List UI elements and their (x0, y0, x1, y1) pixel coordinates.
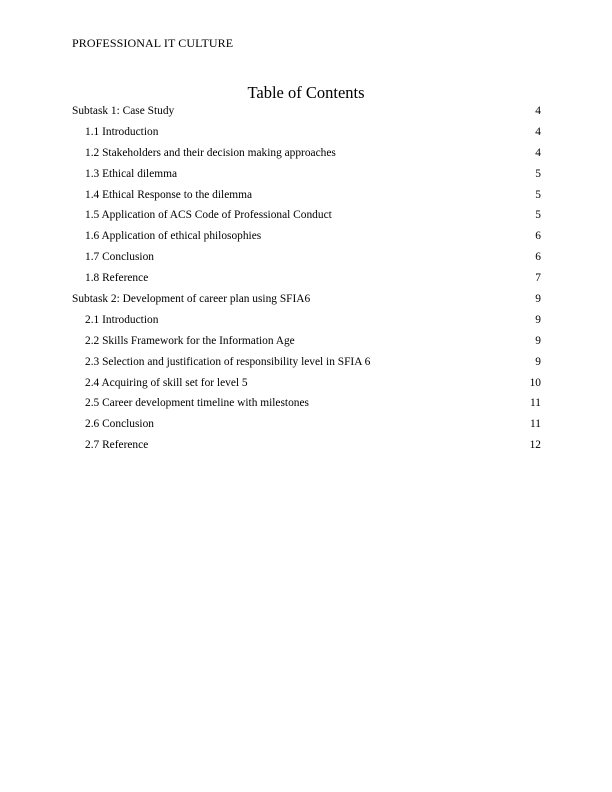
table-of-contents (72, 104, 541, 459)
toc-entry-page: 4 (535, 125, 541, 138)
toc-entry-label: 1.4 Ethical Response to the dilemma (85, 188, 253, 201)
toc-entry[interactable] (72, 104, 541, 125)
toc-entry[interactable] (72, 271, 541, 292)
toc-entry-label: Subtask 2: Development of career plan using SFIA6 (72, 293, 311, 306)
toc-entry-page: 4 (535, 146, 541, 159)
toc-entry-label: 2.3 Selection and justification of responsibility level in SFIA 6 (85, 355, 371, 368)
toc-entry-label: 2.2 Skills Framework for the Information Age (85, 334, 295, 347)
toc-entry-page: 9 (535, 355, 541, 368)
toc-entry[interactable] (72, 313, 541, 334)
toc-entry-label: 1.5 Application of ACS Code of Professional Conduct (85, 209, 332, 222)
toc-entry[interactable] (72, 396, 541, 417)
toc-entry-page: 9 (535, 313, 541, 326)
toc-entry-page: 7 (535, 272, 541, 285)
toc-entry[interactable] (72, 417, 541, 438)
toc-entry-page: 5 (535, 188, 541, 201)
toc-entry-label: 2.1 Introduction (85, 313, 159, 326)
toc-entry[interactable] (72, 438, 541, 459)
toc-entry[interactable] (72, 229, 541, 250)
toc-entry[interactable] (72, 208, 541, 229)
toc-entry-page: 9 (535, 334, 541, 347)
toc-entry[interactable] (72, 292, 541, 313)
toc-title: Table of Contents (247, 83, 365, 102)
toc-entry-label: Subtask 1: Case Study (72, 105, 175, 117)
toc-entry-label: 2.6 Conclusion (85, 418, 154, 431)
toc-entry-label: 1.8 Reference (85, 272, 149, 285)
toc-entry-page: 11 (530, 418, 541, 431)
toc-entry-page: 5 (535, 209, 541, 222)
toc-entry-label: 2.4 Acquiring of skill set for level 5 (85, 376, 248, 389)
toc-entry-label: 1.6 Application of ethical philosophies (85, 230, 262, 243)
toc-entry[interactable] (72, 376, 541, 397)
toc-entry-label: 1.1 Introduction (85, 125, 159, 138)
toc-entry-page: 6 (535, 251, 541, 264)
toc-entry-label: 2.5 Career development timeline with milestones (85, 397, 309, 410)
toc-entry-page: 5 (535, 167, 541, 180)
toc-entry[interactable] (72, 334, 541, 355)
toc-entry[interactable] (72, 355, 541, 376)
toc-entry-page: 10 (529, 376, 541, 389)
toc-entry[interactable] (72, 125, 541, 146)
toc-entry-page: 9 (535, 293, 541, 306)
toc-entry-label: 1.2 Stakeholders and their decision making approaches (85, 146, 336, 159)
toc-entry-page: 12 (529, 439, 541, 452)
toc-entry-page: 6 (535, 230, 541, 243)
toc-entry-label: 1.3 Ethical dilemma (85, 167, 178, 180)
toc-entry[interactable] (72, 146, 541, 167)
toc-entry-label: 2.7 Reference (85, 439, 149, 452)
toc-entry-label: 1.7 Conclusion (85, 251, 154, 264)
running-header: PROFESSIONAL IT CULTURE (72, 36, 234, 50)
toc-entry[interactable] (72, 250, 541, 271)
toc-entry[interactable] (72, 167, 541, 188)
toc-entry-page: 11 (530, 397, 541, 410)
toc-entry-page: 4 (535, 105, 541, 117)
toc-entry[interactable] (72, 188, 541, 209)
